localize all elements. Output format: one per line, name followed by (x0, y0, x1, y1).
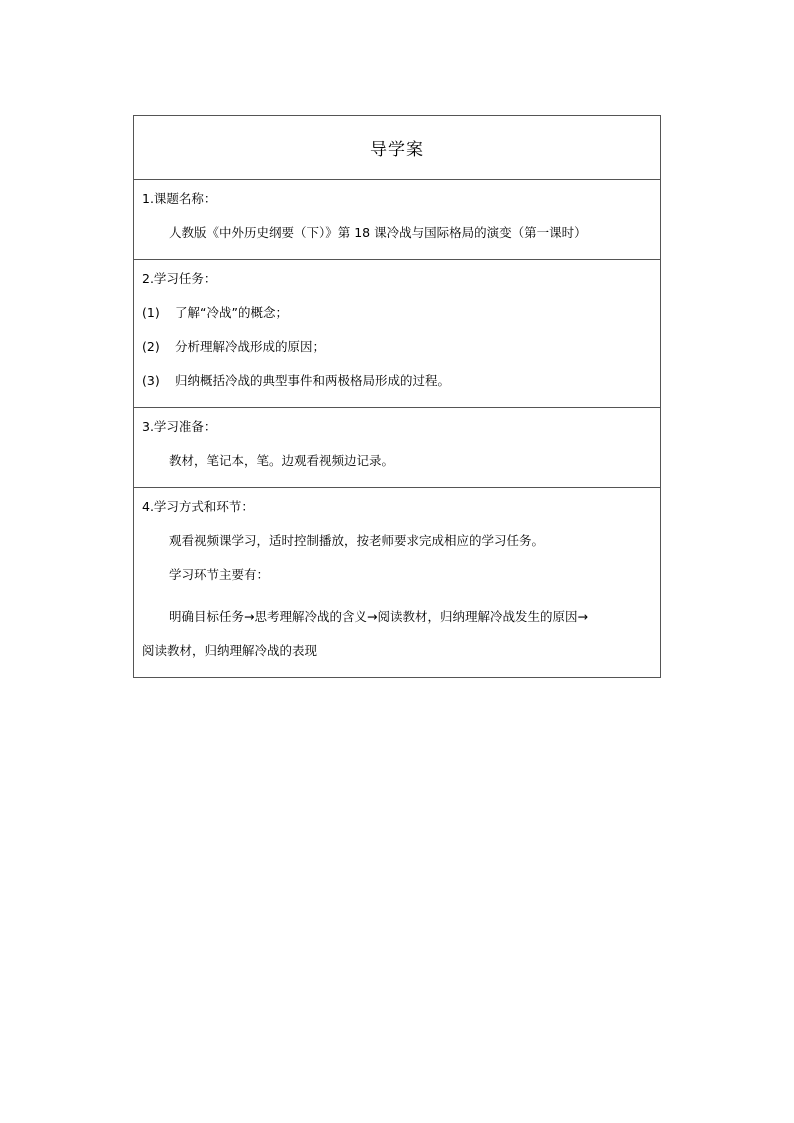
task-item (134, 304, 660, 322)
task-item (134, 372, 660, 390)
task-item (134, 338, 660, 356)
section-learning-method (134, 488, 660, 677)
section-heading: 1.课题名称： (142, 191, 217, 206)
section-heading: 3.学习准备： (142, 419, 217, 434)
section-course-name (134, 180, 660, 260)
task-text: 归纳概括冷战的典型事件和两极格局形成的过程。 (175, 373, 451, 388)
task-number: (1) (142, 305, 160, 320)
method-paragraph: 观看视频课学习，适时控制播放，按老师要求完成相应的学习任务。 (169, 533, 545, 548)
document-title: 导学案 (370, 140, 424, 160)
task-number: (3) (142, 373, 160, 388)
task-text: 分析理解冷战形成的原因； (175, 339, 326, 354)
task-number: (2) (142, 339, 160, 354)
task-text: 了解“冷战”的概念； (175, 305, 288, 320)
study-guide-table (133, 115, 661, 678)
steps-flow-line: 明确目标任务→思考理解冷战的含义→阅读教材，归纳理解冷战发生的原因→ (169, 609, 588, 624)
title-row (134, 116, 660, 180)
section-heading: 2.学习任务： (142, 271, 217, 286)
preparation-text: 教材，笔记本，笔。边观看视频边记录。 (169, 453, 395, 468)
section-heading: 4.学习方式和环节： (142, 499, 254, 514)
steps-flow-line: 阅读教材，归纳理解冷战的表现 (142, 643, 318, 658)
section-learning-tasks (134, 260, 660, 408)
section-preparation (134, 408, 660, 488)
steps-intro: 学习环节主要有： (169, 567, 270, 582)
course-name-text: 人教版《中外历史纲要（下）》第 18 课冷战与国际格局的演变（第一课时） (169, 225, 587, 240)
